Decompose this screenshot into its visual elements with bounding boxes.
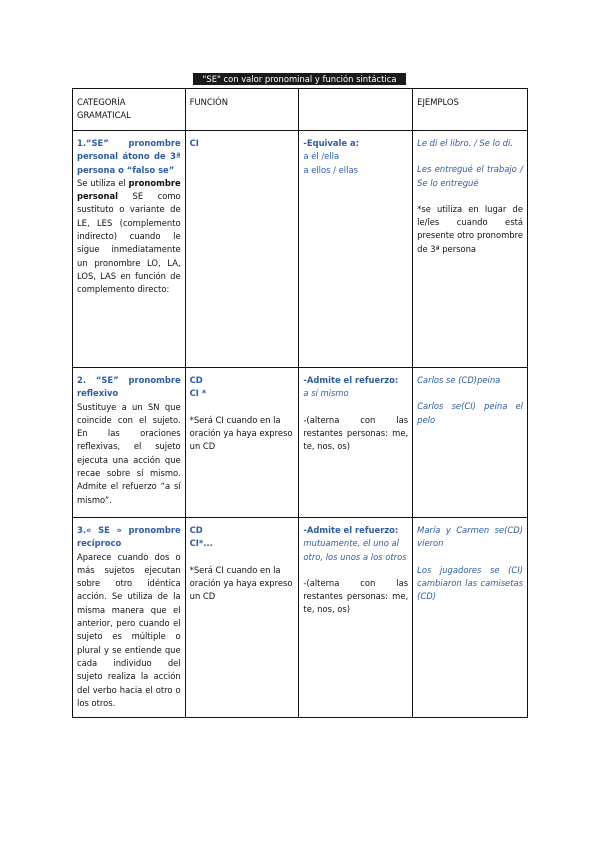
row3-funcion-2: CI*... [189, 538, 213, 549]
row3-funcion-1: CD [189, 525, 203, 535]
document-title: "SE" con valor pronominal y función sintáctica [193, 73, 406, 85]
row1-ejemplos [413, 131, 528, 368]
row3-col3 [299, 518, 413, 718]
row1-text-pre: Se utiliza el [77, 177, 126, 188]
row1-c3-line1: a él /ella [303, 151, 340, 162]
row2-funcion-1: CD [189, 375, 203, 385]
table-header-row [73, 89, 528, 131]
row1-c3-title: -Equivale a: [303, 138, 360, 148]
row1-text-bold: pronombre personal [77, 177, 181, 202]
row3-example-1: María y Carmen se(CD) vieron [417, 525, 523, 549]
row2-funcion [185, 368, 299, 518]
row2-ejemplos [413, 368, 528, 518]
row3-funcion-note: *Será CI cuando en la oración ya haya expreso un CD [189, 564, 293, 602]
row2-col3 [299, 368, 413, 518]
row1-funcion-1: CI [189, 138, 199, 148]
row1-col3 [299, 131, 413, 368]
row2-categoria [73, 368, 186, 518]
row3-c3-italic: mutuamente, el uno al otro, los unos a los otros [303, 538, 407, 562]
row3-category-text: Aparece cuando dos o más sujetos ejecutan sobre otro idéntica acción. Se utiliza de la misma manera que el anterior, pero cuando el sujeto es múltiple o plural y se entiende que cada individuo del sujeto realiza la acción del verbo hacia el otro o los otros. [77, 551, 181, 708]
row2-example-2: Carlos se(CI) peina el pelo [417, 401, 523, 425]
row1-example-2: Les entregué el trabajo / Se lo entregué [417, 164, 523, 188]
row2-c3-italic: a sí mismo [303, 388, 349, 399]
row3-example-2: Los jugadores se (CI) cambiaron las camisetas (CD) [417, 564, 523, 602]
row1-category-title: 1.“SE” pronombre personal átono de 3ª persona o “falso se” [77, 138, 181, 175]
row2-category-title: 2. “SE” pronombre reflexivo [77, 375, 181, 399]
header-categoria: CATEGORÍA GRAMATICAL [73, 89, 186, 131]
row3-c3-note: -(alterna con las restantes personas: me, te, nos, os) [303, 577, 409, 615]
row2-example-1: Carlos se (CD)peina [417, 375, 501, 385]
row1-c3-line2: a ellos / ellas [303, 164, 358, 175]
grammar-table [72, 88, 528, 718]
header-empty [299, 89, 413, 131]
row2-category-text: Sustituye a un SN que coincide con el sujeto. En las oraciones reflexivas, el sujeto ejecuta una acción que recae sobre sí mismo. Admite el refuerzo “a sí mismo”. [77, 401, 181, 505]
row1-categoria [73, 131, 186, 368]
row1-example-note: *se utiliza en lugar de le/les cuando está presente otro pronombre de 3ª persona [417, 203, 523, 254]
row1-funcion [185, 131, 299, 368]
row1-category-text [77, 177, 181, 297]
row3-ejemplos [413, 518, 528, 718]
table-row [73, 518, 528, 718]
row2-funcion-2: CI * [189, 388, 207, 399]
row3-category-title: 3.« SE » pronombre recíproco [77, 525, 181, 549]
row1-text-post: SE como sustituto o variante de LE, LES (complemento indirecto) cuando le sigue inmediatamente un pronombre LO, LA, LOS, LAS en función de complemento directo: [77, 191, 181, 295]
table-row [73, 368, 528, 518]
row3-categoria [73, 518, 186, 718]
row1-example-1: Le di el libro. / Se lo di. [417, 138, 513, 148]
header-ejemplos: EJEMPLOS [413, 89, 528, 131]
header-funcion: FUNCIÓN [185, 89, 299, 131]
row3-funcion [185, 518, 299, 718]
row3-c3-title: -Admite el refuerzo: [303, 525, 399, 535]
row2-c3-note: -(alterna con las restantes personas: me, te, nos, os) [303, 414, 409, 452]
row2-funcion-note: *Será CI cuando en la oración ya haya expreso un CD [189, 414, 293, 452]
row2-c3-title: -Admite el refuerzo: [303, 375, 399, 385]
table-row [73, 131, 528, 368]
